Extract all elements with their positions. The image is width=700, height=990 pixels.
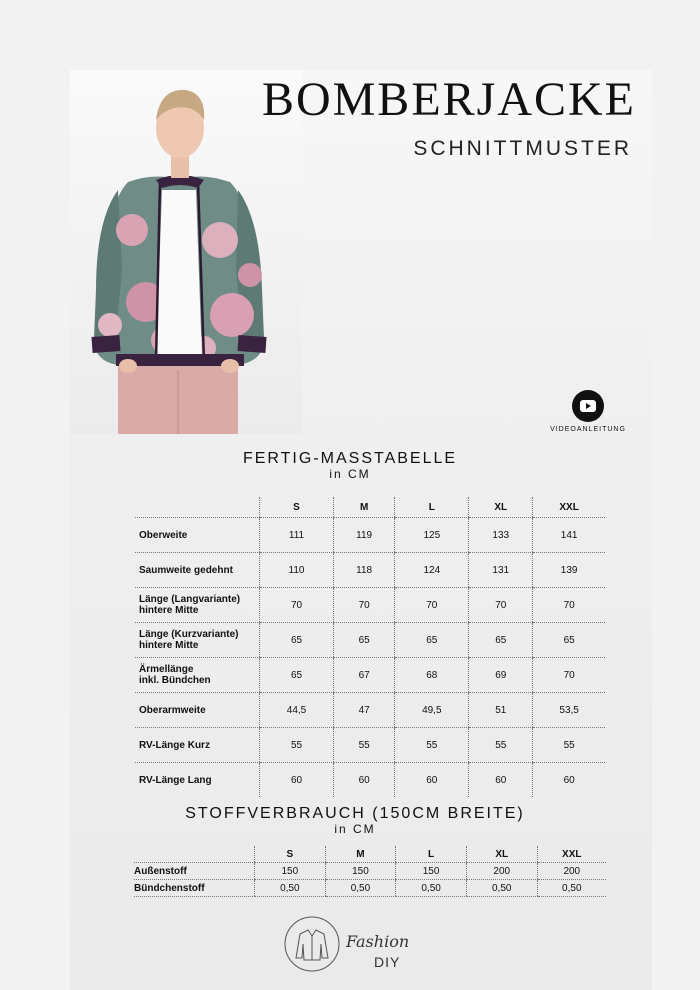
size-header: L bbox=[395, 497, 469, 518]
table-cell: 0,50 bbox=[466, 880, 537, 897]
table-cell: 60 bbox=[260, 763, 334, 798]
table-cell: 125 bbox=[395, 518, 469, 553]
table-cell: 200 bbox=[537, 863, 606, 880]
size-header: S bbox=[260, 497, 334, 518]
table-cell: 110 bbox=[260, 553, 334, 588]
row-label: Ärmellänge inkl. Bündchen bbox=[135, 658, 260, 693]
table-row bbox=[135, 658, 605, 693]
row-label: Länge (Langvariante) hintere Mitte bbox=[135, 588, 260, 623]
table-row bbox=[135, 728, 605, 763]
table-cell: 44,5 bbox=[260, 693, 334, 728]
table-cell: 67 bbox=[334, 658, 395, 693]
table-cell: 70 bbox=[395, 588, 469, 623]
table-cell: 70 bbox=[533, 658, 605, 693]
table-cell: 65 bbox=[395, 623, 469, 658]
table-cell: 150 bbox=[396, 863, 467, 880]
size-header: XL bbox=[469, 497, 533, 518]
row-label: Saumweite gedehnt bbox=[135, 553, 260, 588]
row-label: Bündchenstoff bbox=[134, 880, 255, 897]
page-title: BOMBERJACKE bbox=[261, 73, 636, 126]
fabric-table bbox=[134, 846, 606, 897]
table-cell: 55 bbox=[260, 728, 334, 763]
size-header: M bbox=[334, 497, 395, 518]
table-cell: 65 bbox=[260, 623, 334, 658]
table-row bbox=[135, 693, 605, 728]
table-header-row bbox=[134, 846, 606, 863]
table-cell: 65 bbox=[334, 623, 395, 658]
table-cell: 111 bbox=[260, 518, 334, 553]
size-header: XL bbox=[466, 846, 537, 863]
table-row bbox=[135, 763, 605, 798]
logo-diy-text: DIY bbox=[374, 954, 401, 970]
row-label: Oberarmweite bbox=[135, 693, 260, 728]
table-header-row bbox=[135, 497, 605, 518]
table-row bbox=[135, 588, 605, 623]
size-header: M bbox=[325, 846, 396, 863]
table-cell: 118 bbox=[334, 553, 395, 588]
table-cell: 124 bbox=[395, 553, 469, 588]
table-cell: 68 bbox=[395, 658, 469, 693]
measure-table bbox=[135, 497, 605, 797]
table-cell: 0,50 bbox=[396, 880, 467, 897]
table-row bbox=[135, 518, 605, 553]
table-row bbox=[135, 553, 605, 588]
measure-table-unit: in CM bbox=[329, 467, 371, 481]
youtube-play-icon[interactable] bbox=[572, 390, 604, 422]
table-cell: 131 bbox=[469, 553, 533, 588]
brand-logo bbox=[282, 908, 432, 978]
row-label: Länge (Kurzvariante) hintere Mitte bbox=[135, 623, 260, 658]
table-cell: 70 bbox=[260, 588, 334, 623]
table-cell: 141 bbox=[533, 518, 605, 553]
table-cell: 65 bbox=[469, 623, 533, 658]
table-cell: 65 bbox=[533, 623, 605, 658]
table-cell: 47 bbox=[334, 693, 395, 728]
row-label: Oberweite bbox=[135, 518, 260, 553]
row-label: RV-Länge Kurz bbox=[135, 728, 260, 763]
table-cell: 133 bbox=[469, 518, 533, 553]
page-subtitle: SCHNITTMUSTER bbox=[413, 137, 632, 160]
table-cell: 139 bbox=[533, 553, 605, 588]
table-cell: 53,5 bbox=[533, 693, 605, 728]
table-cell: 60 bbox=[533, 763, 605, 798]
fabric-table-unit: in CM bbox=[334, 822, 376, 836]
row-label: RV-Länge Lang bbox=[139, 774, 212, 786]
table-cell: 49,5 bbox=[395, 693, 469, 728]
table-cell: 150 bbox=[255, 863, 326, 880]
size-header: XXL bbox=[533, 497, 605, 518]
jacket-logo-icon bbox=[282, 914, 342, 974]
table-cell: 55 bbox=[395, 728, 469, 763]
table-cell: 119 bbox=[334, 518, 395, 553]
table-cell: 55 bbox=[533, 728, 605, 763]
table-cell: 0,50 bbox=[537, 880, 606, 897]
table-row bbox=[135, 623, 605, 658]
table-cell: 51 bbox=[469, 693, 533, 728]
table-cell: 55 bbox=[334, 728, 395, 763]
table-cell: 0,50 bbox=[255, 880, 326, 897]
size-header: XXL bbox=[537, 846, 606, 863]
table-cell: 200 bbox=[466, 863, 537, 880]
table-cell: 150 bbox=[325, 863, 396, 880]
table-cell: 0,50 bbox=[325, 880, 396, 897]
table-row bbox=[134, 863, 606, 880]
table-cell: 70 bbox=[533, 588, 605, 623]
row-label: Außenstoff bbox=[134, 863, 255, 880]
fabric-table-title: STOFFVERBRAUCH (150CM BREITE) bbox=[185, 805, 525, 822]
table-cell: 70 bbox=[469, 588, 533, 623]
table-cell: 70 bbox=[334, 588, 395, 623]
table-cell: 65 bbox=[260, 658, 334, 693]
logo-script-text: Fashion bbox=[346, 932, 410, 951]
table-cell: 55 bbox=[469, 728, 533, 763]
table-cell: 60 bbox=[469, 763, 533, 798]
table-cell: 69 bbox=[469, 658, 533, 693]
video-link[interactable] bbox=[548, 390, 628, 433]
size-header: L bbox=[396, 846, 467, 863]
table-row bbox=[134, 880, 606, 897]
table-cell: 60 bbox=[334, 763, 395, 798]
video-label: VIDEOANLEITUNG bbox=[550, 426, 626, 433]
measure-table-title: FERTIG-MASSTABELLE bbox=[242, 450, 458, 467]
table-cell: 60 bbox=[395, 763, 469, 798]
size-header: S bbox=[255, 846, 326, 863]
